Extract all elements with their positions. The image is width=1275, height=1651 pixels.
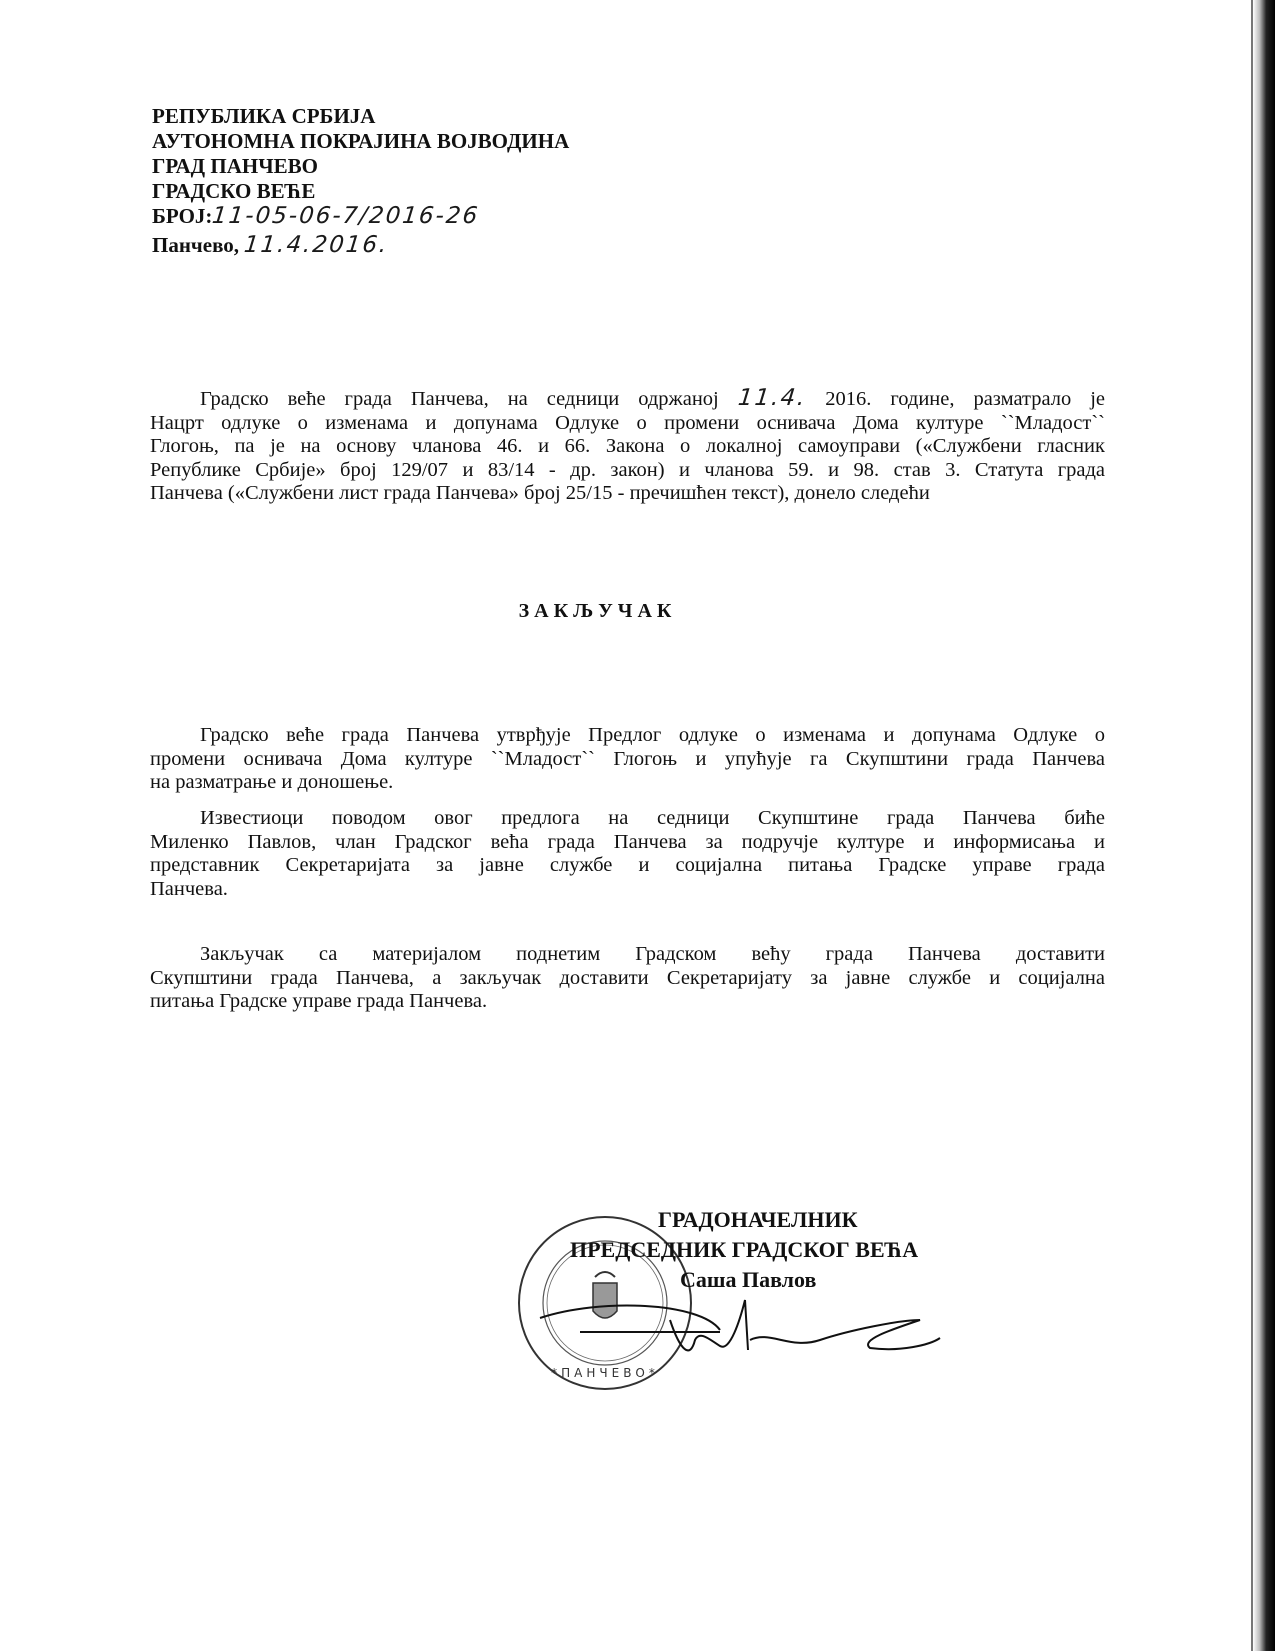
text-span: Градско веће града Панчева, на седници одржаној xyxy=(200,388,719,410)
document-title: ЗАКЉУЧАК xyxy=(518,600,677,622)
letterhead xyxy=(152,104,569,258)
text-line: Нацрт одлуке о изменама и допунама Одлуке о промени оснивача Дома културе ``Младост`` xyxy=(150,411,1105,434)
date-handwritten: 11.4.2016. xyxy=(242,232,391,258)
letterhead-line: ГРАДСКО ВЕЋЕ xyxy=(152,179,316,203)
text-line: представник Секретаријата за јавне службе и социјална питања Градске управе града xyxy=(150,854,1105,876)
scan-edge-shadow xyxy=(1253,0,1275,1651)
text-line: питања Градске управе града Панчева. xyxy=(150,990,488,1012)
signatory-role-2: ПРЕДСЕДНИК ГРАДСКОГ ВЕЋА xyxy=(570,1237,919,1262)
text-line: Глогоњ, па је на основу чланова 46. и 66. Закона о локалној самоуправи («Службени гласник xyxy=(150,435,1105,457)
text-line xyxy=(150,387,1105,412)
text-line: Панчева. xyxy=(150,877,228,900)
svg-text:*ПАНЧЕВО*: *ПАНЧЕВО* xyxy=(551,1366,659,1380)
text-line: Градско веће града Панчева утврђује Предлог одлуке о изменама и допунама Одлуке о xyxy=(200,724,1105,746)
letterhead-line: АУТОНОМНА ПОКРАЈИНА ВОЈВОДИНА xyxy=(152,129,570,153)
document-date xyxy=(152,233,569,258)
document-number xyxy=(152,204,569,229)
text-line: Известиоци поводом овог предлога на седници Скупштине града Панчева биће xyxy=(200,807,1105,829)
text-line: Миленко Павлов, члан Градског већа града Панчева за подручје културе и информисања и xyxy=(150,830,1105,853)
text-line: на разматрање и доношење. xyxy=(150,771,394,793)
handwritten-signature xyxy=(520,1290,980,1380)
text-span: 2016. године, разматрало је xyxy=(825,388,1106,410)
paragraph-2 xyxy=(150,807,1105,901)
paragraph-1 xyxy=(150,724,1105,795)
signatory-role-1: ГРАДОНАЧЕЛНИК xyxy=(658,1207,858,1232)
number-handwritten: 11-05-06-7/2016-26 xyxy=(211,203,482,229)
text-line: Републике Србије» број 129/07 и 83/14 - др. закон) и чланова 59. и 98. став 3. Статута града xyxy=(150,458,1105,481)
text-line: промени оснивача Дома културе ``Младост`` Глогоњ и упућује га Скупштини града Панчева xyxy=(150,747,1105,770)
letterhead-line: ГРАД ПАНЧЕВО xyxy=(152,154,318,178)
signatory-name: Саша Павлов xyxy=(680,1267,817,1292)
intro-paragraph xyxy=(150,387,1105,506)
text-line: Закључак са материјалом поднетим Градском већу града Панчева доставити xyxy=(200,943,1105,965)
letterhead-line: РЕПУБЛИКА СРБИЈА xyxy=(152,104,376,128)
session-date-handwritten: 11.4. xyxy=(736,385,808,411)
number-label: БРОЈ: xyxy=(152,204,213,228)
place-label: Панчево, xyxy=(152,233,240,257)
paragraph-3 xyxy=(150,943,1105,1014)
text-line: Панчева («Службени лист града Панчева» број 25/15 - пречишћен текст), донело следећи xyxy=(150,482,930,504)
text-line: Скупштини града Панчева, а закључак доставити Секретаријату за јавне службе и социјална xyxy=(150,966,1105,989)
